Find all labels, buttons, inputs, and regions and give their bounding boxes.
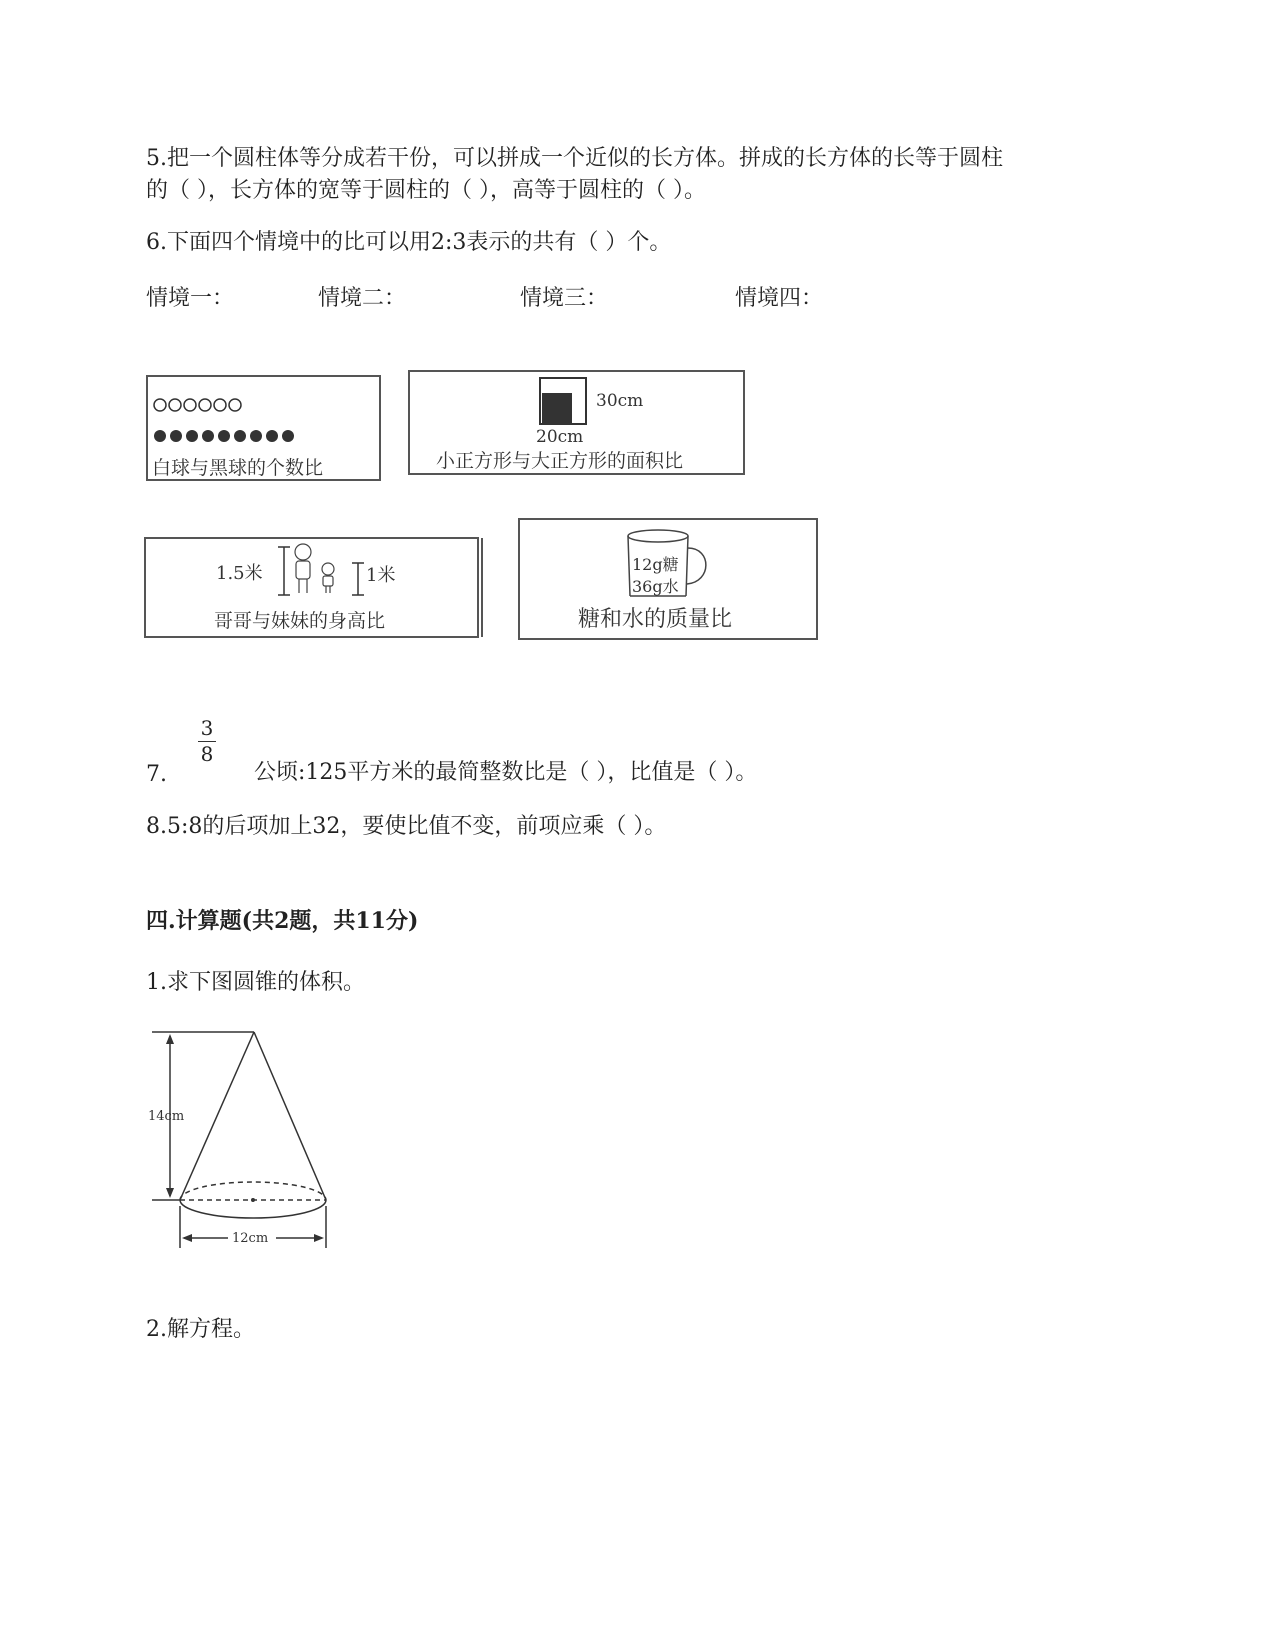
cone-figure [146,1026,336,1256]
q6-text: 6.下面四个情境中的比可以用2:3表示的共有（ ）个。 [146,230,672,255]
q7-fraction-bar [198,741,216,742]
small-side-label: 20cm [536,427,584,447]
q5-line1: 5.把一个圆柱体等分成若干份，可以拼成一个近似的长方体。拼成的长方体的长等于圆柱 [146,146,1003,171]
height-label: 14cm [148,1109,185,1124]
base-back-arc [180,1182,326,1200]
q8-text: 8.5:8的后项加上32，要使比值不变，前项应乘（ ）。 [146,814,667,839]
q7-text: 公顷:125平方米的最简整数比是（ ），比值是（ ）。 [254,760,758,785]
small-square [542,393,572,423]
q5-line2: 的（ ），长方体的宽等于圆柱的（ ），高等于圆柱的（ ）。 [146,178,706,203]
scenario1-figure [146,375,382,483]
sister-height-label: 1米 [366,565,396,586]
scenario4-caption: 糖和水的质量比 [578,607,733,632]
c1-text: 1.求下图圆锥的体积。 [146,970,365,995]
cone-left-edge [180,1032,254,1200]
brother-height-label: 1.5米 [216,563,263,584]
scenario2-figure [408,370,746,478]
q7-frac-denominator: 8 [200,742,214,766]
water-label: 36g水 [632,577,679,596]
section4-title: 四.计算题(共2题，共11分) [146,908,419,934]
q7-frac-numerator: 3 [200,716,214,740]
q6-label-3: 情境三： [520,286,609,311]
q6-label-4: 情境四： [735,286,824,311]
scenario3-figure [144,537,484,641]
scenario4-figure [518,518,820,642]
scenario3-caption: 哥哥与妹妹的身高比 [214,610,386,632]
diameter-label: 12cm [232,1231,269,1246]
scenario2-caption: 小正方形与大正方形的面积比 [436,450,684,472]
sugar-label: 12g糖 [632,555,679,574]
q6-label-1: 情境一： [146,286,235,311]
big-side-label: 30cm [596,391,644,411]
cone-right-edge [254,1032,326,1200]
scenario1-caption: 白球与黑球的个数比 [152,457,324,479]
c2-text: 2.解方程。 [146,1317,255,1342]
q7-number: 7. [146,762,167,787]
base-front-arc [180,1200,326,1218]
black-balls-row [154,430,294,442]
q7-fraction-den [195,742,219,766]
q7-fraction [195,716,219,740]
q6-label-2: 情境二： [318,286,407,311]
